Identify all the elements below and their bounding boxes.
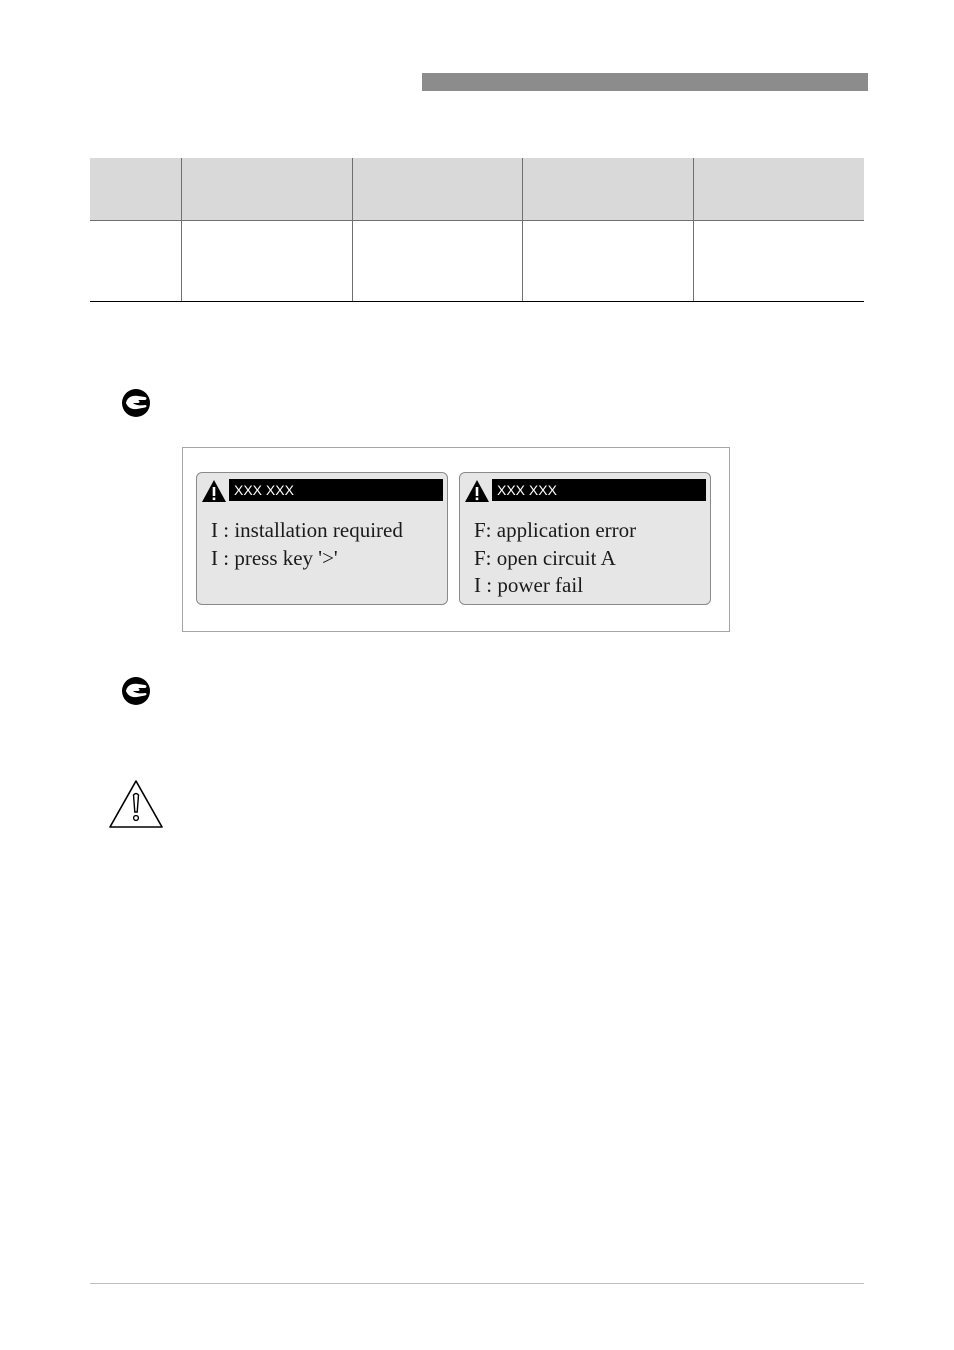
display-panel [196, 472, 448, 605]
table-header-row [90, 158, 864, 221]
display-messages [211, 517, 403, 572]
caution-triangle-icon [108, 779, 164, 829]
table-cell [522, 221, 693, 302]
display-panel [459, 472, 711, 605]
table-header-cell [522, 158, 693, 221]
table-header-cell [693, 158, 864, 221]
table-cell [693, 221, 864, 302]
table-row [90, 221, 864, 302]
table-header-cell [181, 158, 352, 221]
display-title: XXX XXX [492, 479, 706, 501]
hand-icon [121, 676, 151, 706]
display-message: I : installation required [211, 518, 403, 542]
header-bar [422, 73, 868, 91]
display-message: I : press key '>' [211, 545, 338, 570]
warning-triangle-icon [464, 479, 490, 503]
display-title: XXX XXX [229, 479, 443, 501]
warning-triangle-icon [201, 479, 227, 503]
display-message: I : power fail [474, 573, 584, 597]
hand-icon [121, 388, 151, 418]
footer-divider [90, 1283, 864, 1284]
table-cell [352, 221, 522, 302]
table-cell [90, 221, 181, 302]
display-messages [474, 517, 636, 600]
table-header-cell [352, 158, 522, 221]
table-cell [181, 221, 352, 302]
display-message: F: open circuit A [474, 545, 616, 570]
display-figure [182, 447, 730, 632]
status-table [90, 158, 864, 302]
table-header-cell [90, 158, 181, 221]
display-message: F: application error [474, 518, 637, 542]
